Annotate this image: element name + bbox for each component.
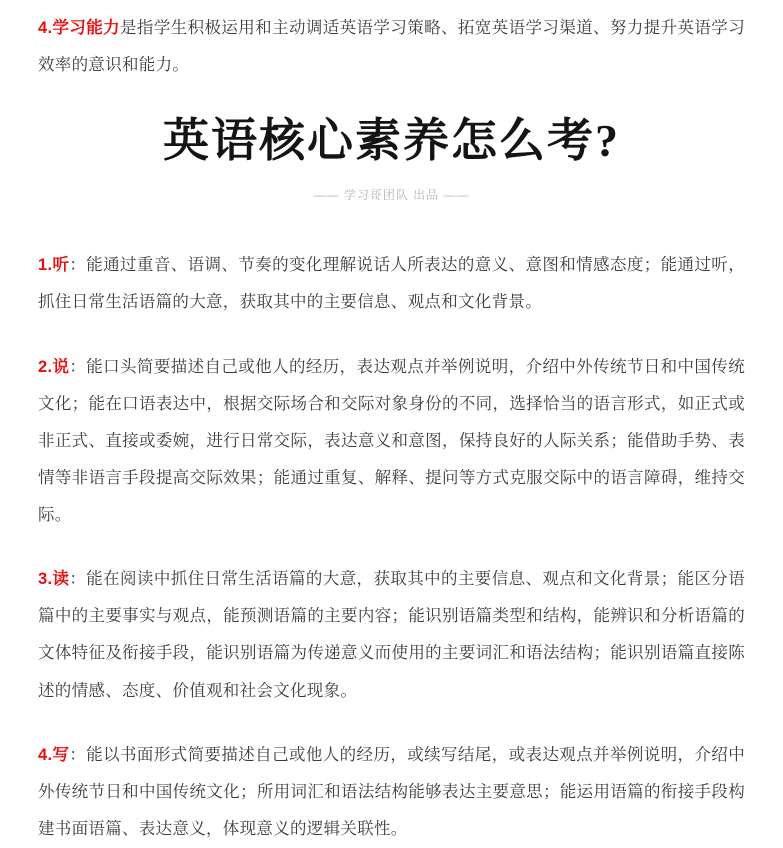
- intro-red-label: 4.学习能力: [38, 19, 121, 37]
- section-text-listening: ：能通过重音、语调、节奏的变化理解说话人所表达的意义、意图和情感态度；能通过听，抓住日常生活语篇的大意，获取其中的主要信息、观点和文化背景。: [38, 256, 746, 312]
- page-title: 英语核心素养怎么考?: [163, 115, 620, 167]
- section-listening: [38, 247, 745, 321]
- section-text-writing: ：能以书面形式简要描述自己或他人的经历，或续写结尾，或表达观点并举例说明，介绍中外传统节日和中国传统文化；所用词汇和语法结构能够表达主要意思；能运用语篇的衔接手段构建书面语篇、表达意义，体现意义的逻辑关联性。: [38, 745, 746, 838]
- section-writing: [38, 737, 745, 848]
- section-reading: [38, 561, 745, 710]
- section-speaking: [38, 349, 745, 535]
- section-text-reading: ：能在阅读中抓住日常生活语篇的大意，获取其中的主要信息、观点和文化背景；能区分语篇中的主要事实与观点，能预测语篇的主要内容；能识别语篇类型和结构，能辨识和分析语篇的文体特征及衔接手段，能识别语篇为传递意义而使用的主要词汇和语法结构；能识别语篇直接陈述的情感、态度、价值观和社会文化现象。: [38, 570, 746, 700]
- section-label-speaking: 2.说: [38, 357, 70, 376]
- section-label-listening: 1.听: [38, 256, 70, 275]
- byline-credit: —— 学习哥团队 出品 ——: [313, 188, 470, 203]
- section-text-speaking: ：能口头简要描述自己或他人的经历，表达观点并举例说明，介绍中外传统节日和中国传统文化；能在口语表达中，根据交际场合和交际对象身份的不同，选择恰当的语言形式，如正式或非正式、直接或委婉，进行日常交际，表达意义和意图，保持良好的人际关系；能借助手势、表情等非语言手段提高交际效果；能通过重复、解释、提问等方式克服交际中的语言障碍，维持交际。: [38, 357, 746, 525]
- intro-body-text: 是指学生积极运用和主动调适英语学习策略、拓宽英语学习渠道、努力提升英语学习效率的意识和能力。: [38, 19, 745, 75]
- section-label-writing: 4.写: [38, 745, 70, 764]
- paragraph-learning-ability: [38, 10, 745, 84]
- section-label-reading: 3.读: [38, 570, 70, 589]
